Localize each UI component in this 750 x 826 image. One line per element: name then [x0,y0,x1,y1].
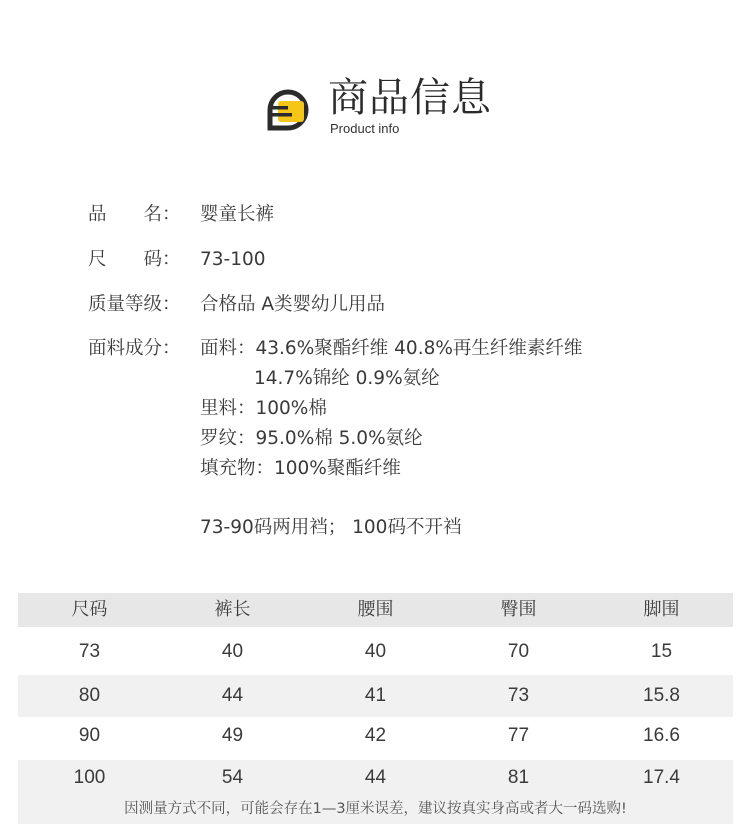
table-cell: 40 [364,641,387,662]
table-cell: 73 [78,641,101,662]
table-row [18,631,733,673]
table-cell: 81 [507,767,530,788]
table-cell: 54 [221,767,244,788]
material-line: 14.7%锦纶 0.9%氨纶 [254,368,440,389]
table-cell: 16.6 [643,725,680,746]
table-cell: 15 [650,641,673,662]
table-cell: 44 [364,767,387,788]
material-line: 罗纹：95.0%棉 5.0%氨纶 [200,428,423,449]
table-cell: 15.8 [643,685,680,706]
document-list-icon [262,84,314,136]
info-row-name [88,203,274,227]
grade-label: 质量等级： [88,294,181,315]
table-cell: 40 [221,641,244,662]
table-cell: 80 [78,685,101,706]
measurement-note: 因测量方式不同，可能会存在1—3厘米误差，建议按真实身高或者大一码选购! [124,801,627,817]
column-header: 尺码 [71,599,108,620]
size-value: 73-100 [200,249,266,270]
section-header [262,72,522,142]
info-row-grade [88,293,385,317]
table-header-row [18,593,733,627]
column-header: 腰围 [357,599,394,620]
table-cell: 17.4 [643,767,680,788]
crotch-note: 73-90码两用裆； 100码不开裆 [200,517,462,538]
material-line: 填充物：100%聚酯纤维 [200,458,401,479]
table-cell: 100 [73,767,106,788]
table-cell: 90 [78,725,101,746]
table-row [18,715,733,757]
grade-value: 合格品 A类婴幼儿用品 [200,294,386,315]
table-cell: 49 [221,725,244,746]
table-cell: 44 [221,685,244,706]
page-title: 商品信息 [328,75,492,121]
table-cell: 73 [507,685,530,706]
column-header: 脚围 [643,599,680,620]
size-label: 尺 码： [88,249,181,270]
name-value: 婴童长裤 [200,204,275,225]
material-label: 面料成分： [88,338,181,359]
table-cell: 70 [507,641,530,662]
table-row [18,675,733,717]
material-line: 里料：100%棉 [200,398,327,419]
table-cell: 77 [507,725,530,746]
table-cell: 42 [364,725,387,746]
info-row-size [88,248,266,272]
page-subtitle: Product info [330,121,400,136]
name-label: 品 名： [88,204,181,225]
info-row-material [88,337,582,361]
table-cell: 41 [364,685,387,706]
column-header: 臀围 [500,599,537,620]
column-header: 裤长 [214,599,251,620]
material-line: 面料：43.6%聚酯纤维 40.8%再生纤维素纤维 [200,338,583,359]
